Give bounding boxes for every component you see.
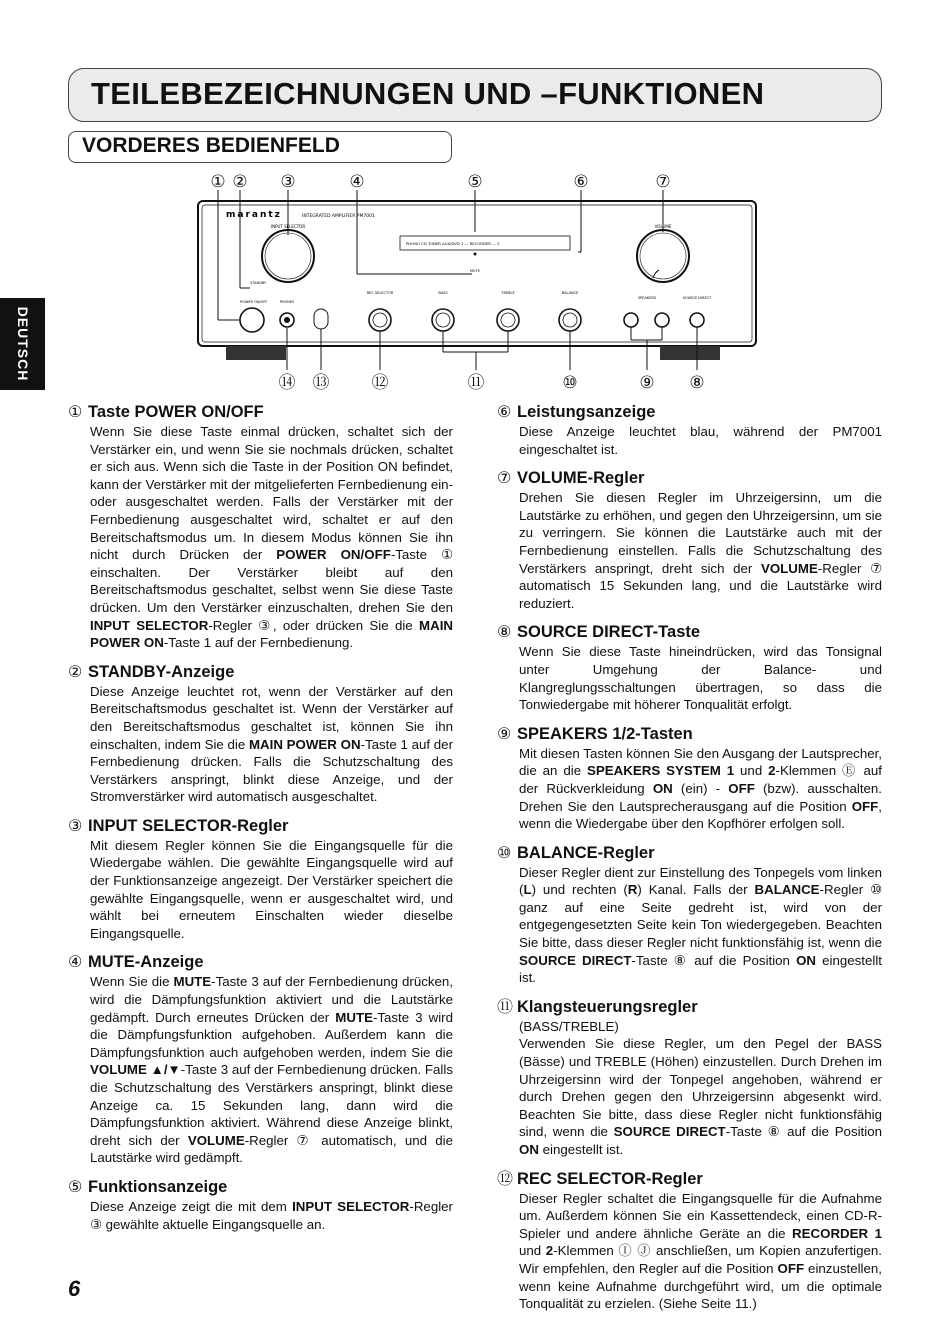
section-body: Diese Anzeige leuchtet rot, wenn der Verstärker auf den Bereitschaftsmodus geschaltet ist. Wenn der Verstärker auf den Bereitschaftsmodus geschaltet ist, können Sie ihn einschalten, indem Sie die MAIN POWER ON-Taste 1 auf der Fernbedienung drücken. Falls die Schutzschaltung des Verstärkers anspringt, blinkt diese Anzeige, und der Stromverstärker wird automatisch ausgeschaltet.	[90, 683, 453, 805]
section-body: Dieser Regler schaltet die Eingangsquelle für die Aufnahme um. Außerdem können Sie ein Kassettendeck, einen CD-R-Spieler und andere ähnliche Geräte an die RECORDER 1 und 2-Klemmen Ⓘ Ⓙ anschließen, um Kopien anzufertigen. Wir empfehlen, den Regler auf die Position OFF einzustellen, wenn keine Aufnahme durchgeführt wird, um die optimale Tonqualität zu erzielen. (Siehe Seite 11.)	[519, 1190, 882, 1312]
section-number: ⑨	[497, 725, 512, 743]
balance-knob	[559, 309, 581, 331]
bass-label: BASS	[438, 291, 448, 295]
treble-knob	[497, 309, 519, 331]
section-number: ⑧	[497, 624, 512, 642]
callout-8: ⑧	[689, 373, 705, 392]
section-number: ⑩	[497, 844, 512, 862]
callout-13: ⑬	[312, 373, 330, 392]
section-heading	[497, 622, 882, 643]
page-title: TEILEBEZEICHNUNGEN UND –FUNKTIONEN	[91, 76, 765, 111]
callout-12: ⑫	[371, 373, 389, 392]
speakers-label: SPEAKERS	[637, 296, 657, 300]
section-title: SPEAKERS 1/2-Tasten	[517, 724, 693, 743]
section-title: MUTE-Anzeige	[88, 953, 204, 972]
section-number: ④	[68, 954, 83, 972]
rec-selector-knob	[369, 309, 391, 331]
section-left-3	[68, 952, 453, 1167]
section-number: ①	[68, 404, 83, 421]
section-subtitle: VORDERES BEDIENFELD	[82, 134, 340, 157]
section-title: SOURCE DIRECT-Taste	[517, 623, 701, 642]
section-body: Diese Anzeige zeigt die mit dem INPUT SELECTOR-Regler ③ gewählte aktuelle Eingangsquelle an.	[90, 1198, 453, 1232]
source-direct-button	[690, 313, 704, 327]
power-button	[240, 308, 264, 332]
section-body: Drehen Sie diesen Regler im Uhrzeigersinn, um die Lautstärke zu erhöhen, und gegen den Uhrzeigersinn, um sie zu verringern. Sie können die Lautstärke auch mit der Fernbedienung einstellen. Falls die Schutzschaltung des Verstärkers anspringt, dreht sich der VOLUME-Regler ⑦ automatisch 15 Sekunden lang, und die Lautstärke wird reduziert.	[519, 490, 882, 611]
section-number: ⑦	[497, 470, 512, 488]
section-title: Taste POWER ON/OFF	[88, 403, 264, 421]
mute-label: MUTE	[470, 269, 480, 273]
callout-9: ⑨	[639, 373, 655, 392]
section-heading	[68, 816, 453, 837]
volume-knob	[637, 230, 689, 282]
language-tab	[0, 298, 45, 390]
section-right-5	[497, 997, 882, 1159]
callout-7: ⑦	[655, 172, 671, 192]
section-right-6	[497, 1169, 882, 1313]
section-number: ⑥	[497, 404, 512, 421]
model-label: INTEGRATED AMPLIFIER PM7001	[302, 214, 375, 219]
source-direct-label: SOURCE DIRECT	[682, 296, 712, 300]
brand-logo: marantz	[226, 210, 282, 220]
volume-label: VOLUME	[654, 224, 672, 229]
section-heading	[68, 402, 453, 423]
right-column	[497, 402, 882, 1323]
section-body: (BASS/TREBLE) Verwenden Sie diese Regler, um den Pegel der BASS (Bässe) und TREBLE (Höhen) einzustellen. Durch Drehen im Uhrzeigersinn wird der Tonpegel angehoben, während er durch Drehen gegen den Uhrzeigersinn abgesenkt wird. Beachten Sie bitte, dass diese Regler nicht funktionsfähig sind, wenn die SOURCE DIRECT-Taste ⑧ auf die Position ON eingestellt ist.	[519, 1018, 882, 1157]
front-panel-diagram	[190, 170, 770, 392]
section-title: STANDBY-Anzeige	[88, 662, 235, 681]
callout-5: ⑤	[467, 172, 483, 192]
section-heading	[497, 843, 882, 864]
section-right-1	[497, 468, 882, 612]
callout-3: ③	[280, 172, 296, 192]
section-left-0	[68, 402, 453, 652]
section-heading	[497, 1169, 882, 1190]
section-right-2	[497, 622, 882, 713]
callout-2: ②	[232, 172, 248, 192]
power-label: POWER ON/OFF	[240, 300, 268, 304]
section-body: Dieser Regler dient zur Einstellung des Tonpegels vom linken (L) und rechten (R) Kanal. Falls der BALANCE-Regler ⑩ ganz auf eine Seite gedreht ist, wird von der entgegengesetzten Seite kein Ton wiedergegeben. Beachten Sie bitte, dass dieser Regler nicht funktionsfähig ist, wenn die SOURCE DIRECT-Taste ⑧ auf die Position ON eingestellt ist.	[519, 864, 882, 986]
page-number: 6	[68, 1276, 81, 1301]
section-heading	[68, 662, 453, 683]
section-body: Diese Anzeige leuchtet blau, während der PM7001 eingeschaltet ist.	[519, 424, 882, 457]
language-tab-label: DEUTSCH	[14, 306, 31, 382]
input-selector-label: INPUT SELECTOR	[270, 224, 306, 229]
section-body: Wenn Sie diese Taste einmal drücken, schaltet sich der Verstärker ein, und wenn Sie sie nochmals drücken, schaltet er sich aus. Wenn sich die Taste in der Position ON befindet, kann der Verstärker mit der mitgelieferten Fernbedienung ein- oder ausgeschaltet werden. Falls der Verstärker mit der Fernbedienung ausgeschaltet wird, schaltet er auf den Bereitschaftsmodus um. In diesem Modus können Sie ihn nicht durch Drücken der POWER ON/OFF-Taste ① einschalten. Der Verstärker bleibt auf den Bereitschaftsmodus geschaltet, selbst wenn Sie diese Taste drücken. Um den Verstärker einzuschalten, drehen Sie den INPUT SELECTOR-Regler ③, oder drücken Sie die MAIN POWER ON-Taste 1 auf der Fernbedienung.	[90, 424, 453, 651]
section-right-4	[497, 843, 882, 987]
section-heading	[68, 1177, 453, 1198]
section-left-1	[68, 662, 453, 806]
section-title: BALANCE-Regler	[517, 843, 655, 862]
ir-sensor	[314, 309, 328, 329]
section-title: Funktionsanzeige	[88, 1177, 228, 1196]
section-body: Mit diesen Tasten können Sie den Ausgang der Lautsprecher, die an die SPEAKERS SYSTEM 1 und 2-Klemmen Ⓔ auf der Rückverkleidung ON (ein) - OFF (bzw). ausschalten. Drehen Sie den Lautsprecherausgang auf die Position OFF, wenn die Wiedergabe über den Kopfhörer erfolgen soll.	[519, 745, 882, 832]
bass-knob	[432, 309, 454, 331]
input-selector-knob	[262, 230, 314, 282]
section-right-0	[497, 402, 882, 458]
speakers-1-button	[624, 313, 638, 327]
title-box	[68, 68, 882, 122]
section-number: ⑤	[68, 1178, 83, 1196]
section-left-2	[68, 816, 453, 943]
section-number: ⑪	[497, 998, 514, 1016]
section-title: INPUT SELECTOR-Regler	[88, 816, 289, 835]
balance-label: BALANCE	[561, 291, 579, 295]
speakers-2-button	[655, 313, 669, 327]
section-heading	[497, 724, 882, 745]
callout-4: ④	[349, 172, 365, 192]
section-heading	[497, 468, 882, 489]
section-right-3	[497, 724, 882, 833]
section-title: Klangsteuerungsregler	[517, 997, 698, 1016]
callout-6: ⑥	[573, 172, 589, 192]
treble-label: TREBLE	[501, 291, 515, 295]
callout-14: ⑭	[278, 373, 296, 392]
display-sources: PHONO CD TUNER AUX/DVD 1 — RECORDER — 2	[406, 241, 500, 246]
callout-11: ⑪	[467, 373, 485, 392]
section-heading	[497, 997, 882, 1018]
callout-1: ①	[210, 172, 226, 192]
section-number: ②	[68, 663, 83, 681]
subtitle-box	[68, 131, 452, 163]
left-column	[68, 402, 453, 1243]
section-body: Mit diesem Regler können Sie die Eingangsquelle für die Wiedergabe wählen. Die gewählte Eingangsquelle wird auf der Funktionsanzeige angezeigt. Der Verstärker speichert die gewählte Eingangsquelle, wenn er ausgeschaltet wird, und wählt bei erneutem Einschalten wieder dieselbe Eingangsquelle.	[90, 837, 453, 941]
standby-label: STANDBY	[250, 281, 267, 285]
section-body: Wenn Sie diese Taste hineindrücken, wird das Tonsignal unter Umgehung der Balance- und Klangreglungsschaltungen übertragen, so dass die Tonwiedergabe mit höherer Tonqualität erfolgt.	[519, 644, 882, 713]
section-heading	[68, 952, 453, 973]
section-number: ⑫	[497, 1170, 514, 1188]
section-body: Wenn Sie die MUTE-Taste 3 auf der Fernbedienung drücken, wird die Dämpfungsfunktion aktiviert und die Lautstärke gedämpft. Durch erneutes Drücken der MUTE-Taste 3 wird die Dämpfungsfunktion aufgehoben. Außerdem kann die Dämpfungsfunktion auch aufgehoben werden, indem Sie die VOLUME ▲/▼-Taste 3 auf der Fernbedienung drücken. Falls die Schutzschaltung des Verstärkers anspringt, blinkt diese Anzeige ca. 15 Sekunden lang, dann wird die Dämpfungsfunktion aktiviert. Während diese Anzeige blinkt, dreht sich der VOLUME-Regler ⑦ automatisch, und die Lautstärke wird gedämpft.	[90, 974, 453, 1166]
section-title: REC SELECTOR-Regler	[517, 1169, 703, 1188]
section-heading	[497, 402, 882, 423]
callout-10: ⑩	[562, 373, 578, 392]
section-title: Leistungsanzeige	[517, 403, 656, 421]
section-title: VOLUME-Regler	[517, 469, 645, 488]
rec-selector-label: REC SELECTOR	[366, 291, 394, 295]
phones-label: PHONES	[279, 300, 295, 304]
section-left-4	[68, 1177, 453, 1233]
section-number: ③	[68, 817, 83, 835]
